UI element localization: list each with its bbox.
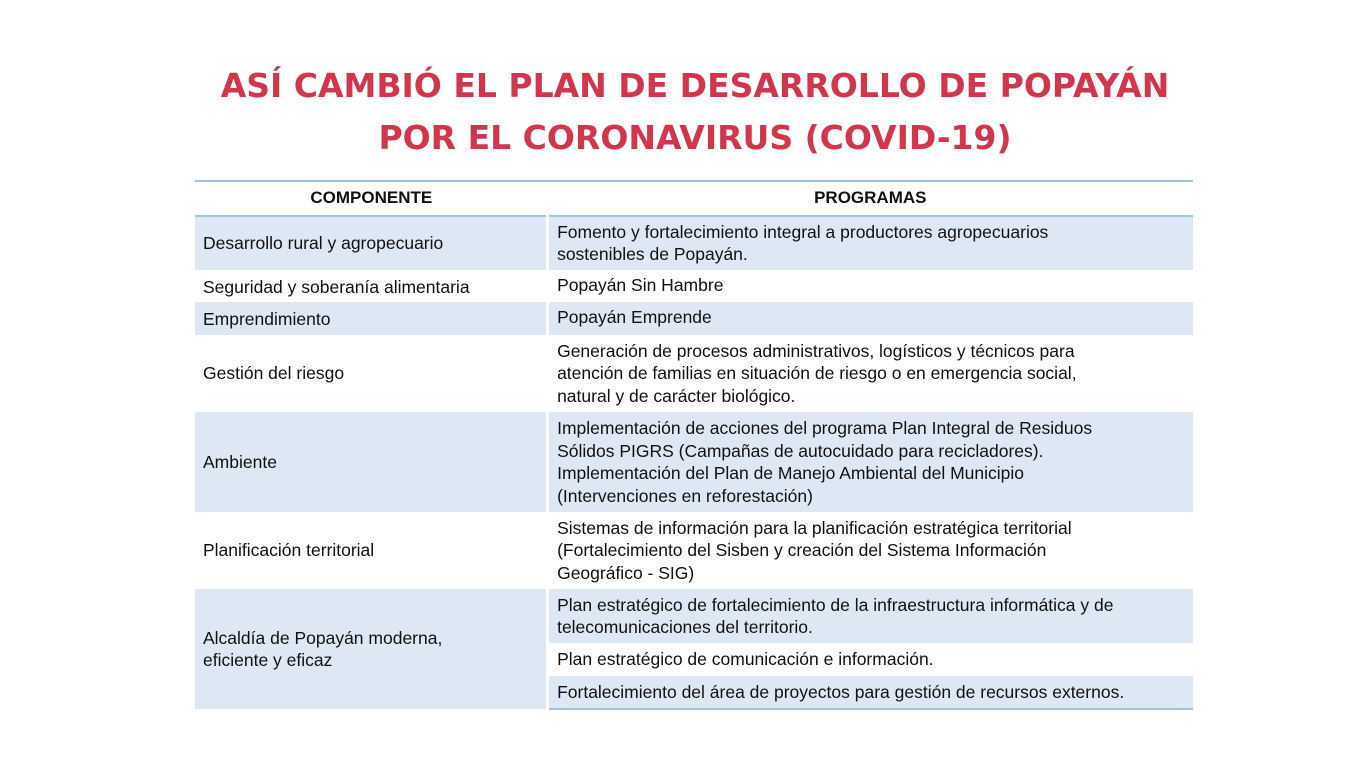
program-line: Sólidos PIGRS (Campañas de autocuidado para recicladores). (557, 440, 1044, 461)
table-row (195, 270, 1193, 303)
table-row (195, 412, 1193, 512)
component-cell: Emprendimiento (195, 302, 548, 335)
table-row (195, 335, 1193, 412)
program-line: Plan estratégico de comunicación e información. (557, 649, 934, 670)
table-row (195, 216, 1193, 270)
component-cell: Gestión del riesgo (195, 335, 548, 412)
component-cell: Seguridad y soberanía alimentaria (195, 270, 548, 303)
program-cell (548, 270, 1193, 303)
program-line: Fortalecimiento del área de proyectos para gestión de recursos externos. (557, 681, 1125, 702)
program-cell (548, 676, 1193, 709)
component-cell: Planificación territorial (195, 512, 548, 589)
program-line: atención de familias en situación de riesgo o en emergencia social, (557, 363, 1077, 384)
program-line: Popayán Sin Hambre (557, 274, 724, 295)
program-cell (548, 643, 1193, 676)
component-line: eficiente y eficaz (203, 650, 333, 670)
program-cell (548, 335, 1193, 412)
program-cell (548, 302, 1193, 335)
header-programas: PROGRAMAS (548, 181, 1193, 216)
program-line: (Intervenciones en reforestación) (557, 485, 813, 506)
program-line: Implementación del Plan de Manejo Ambiental del Municipio (557, 463, 1025, 483)
component-cell (195, 589, 548, 709)
program-cell (548, 412, 1193, 512)
program-line: Popayán Emprende (557, 307, 712, 327)
title-line-1: ASÍ CAMBIÓ EL PLAN DE DESARROLLO DE POPAYÁN (220, 66, 1170, 105)
program-cell (548, 512, 1193, 589)
program-line: Implementación de acciones del programa Plan Integral de Residuos (557, 418, 1093, 438)
table-row (195, 589, 1193, 643)
program-line: natural y de carácter biológico. (557, 385, 796, 406)
title-line-2: POR EL CORONAVIRUS (COVID-19) (378, 118, 1012, 157)
header-componente: COMPONENTE (195, 181, 548, 216)
program-line: Generación de procesos administrativos, logísticos y técnicos para (557, 340, 1075, 361)
program-line: Sistemas de información para la planificación estratégica territorial (557, 517, 1072, 538)
program-line: sostenibles de Popayán. (557, 244, 748, 264)
program-line: Fomento y fortalecimiento integral a productores agropecuarios (557, 221, 1049, 242)
program-line: Plan estratégico de fortalecimiento de la infraestructura informática y de (557, 594, 1114, 615)
program-line: (Fortalecimiento del Sisben y creación del Sistema Información (557, 540, 1047, 561)
table-header-row (195, 181, 1193, 216)
component-cell: Ambiente (195, 412, 548, 512)
program-cell (548, 589, 1193, 643)
table-row (195, 302, 1193, 335)
program-cell (548, 216, 1193, 270)
page-title (0, 60, 1350, 164)
program-line: telecomunicaciones del territorio. (557, 617, 813, 637)
component-line: Alcaldía de Popayán moderna, (203, 627, 443, 648)
table-row (195, 512, 1193, 589)
plan-table (195, 180, 1193, 710)
program-line: Geográfico - SIG) (557, 562, 695, 583)
component-cell: Desarrollo rural y agropecuario (195, 216, 548, 270)
